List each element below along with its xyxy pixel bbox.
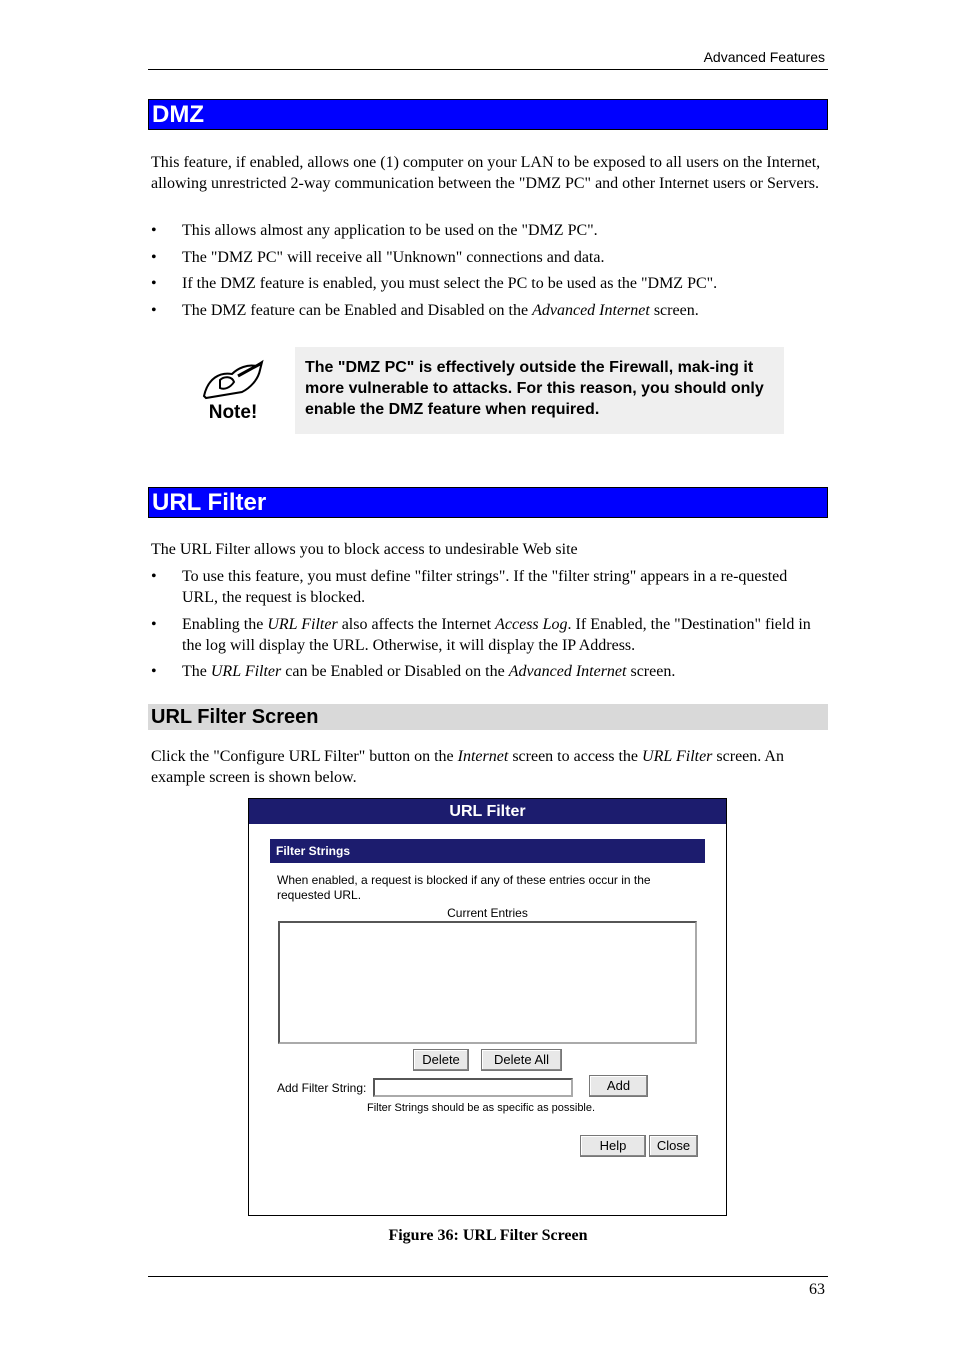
running-header: Advanced Features: [703, 49, 825, 65]
screenshot-title: URL Filter: [249, 799, 726, 824]
add-button[interactable]: Add: [589, 1075, 648, 1097]
add-filter-label: Add Filter String:: [277, 1081, 367, 1095]
url-filter-heading: URL Filter: [148, 487, 828, 518]
current-entries-list[interactable]: [278, 921, 697, 1044]
note-label: Note!: [208, 402, 258, 422]
help-button[interactable]: Help: [580, 1135, 646, 1157]
filter-hint: Filter Strings should be as specific as possible.: [367, 1102, 596, 1114]
note-text: The "DMZ PC" is effectively outside the Firewall, mak-ing it more vulnerable to attacks. For this reason, you should only enable the DMZ feature when required.: [305, 359, 764, 418]
url-filter-screen-heading: URL Filter Screen: [148, 704, 828, 730]
url-filter-screen-intro: Click the "Configure URL Filter" button on the Internet screen to access the URL Filter screen. An example screen is shown below.: [151, 748, 784, 786]
dmz-heading: DMZ: [148, 99, 828, 130]
figure-caption: Figure 36: URL Filter Screen: [388, 1227, 588, 1244]
page-number: 63: [809, 1281, 825, 1298]
delete-all-button[interactable]: Delete All: [481, 1049, 562, 1071]
close-button[interactable]: Close: [649, 1135, 698, 1157]
add-filter-input[interactable]: [373, 1078, 573, 1097]
filter-description: When enabled, a request is blocked if any of these entries occur in the requested URL.: [277, 873, 651, 902]
current-entries-label: Current Entries: [447, 906, 528, 920]
delete-button[interactable]: Delete: [413, 1049, 469, 1071]
dmz-intro: This feature, if enabled, allows one (1) computer on your LAN to be exposed to all users on the Internet, allowing unrestricted 2-way communication between the "DMZ PC" and other Internet users or Servers.: [151, 154, 821, 192]
header-rule: [148, 69, 828, 70]
url-filter-screenshot: [248, 798, 727, 1216]
note-box: [295, 347, 784, 434]
filter-strings-bar: Filter Strings: [270, 839, 705, 863]
footer-rule: [148, 1276, 828, 1277]
url-filter-intro: The URL Filter allows you to block access to undesirable Web site: [151, 541, 578, 558]
note-hand-icon: [198, 358, 268, 422]
